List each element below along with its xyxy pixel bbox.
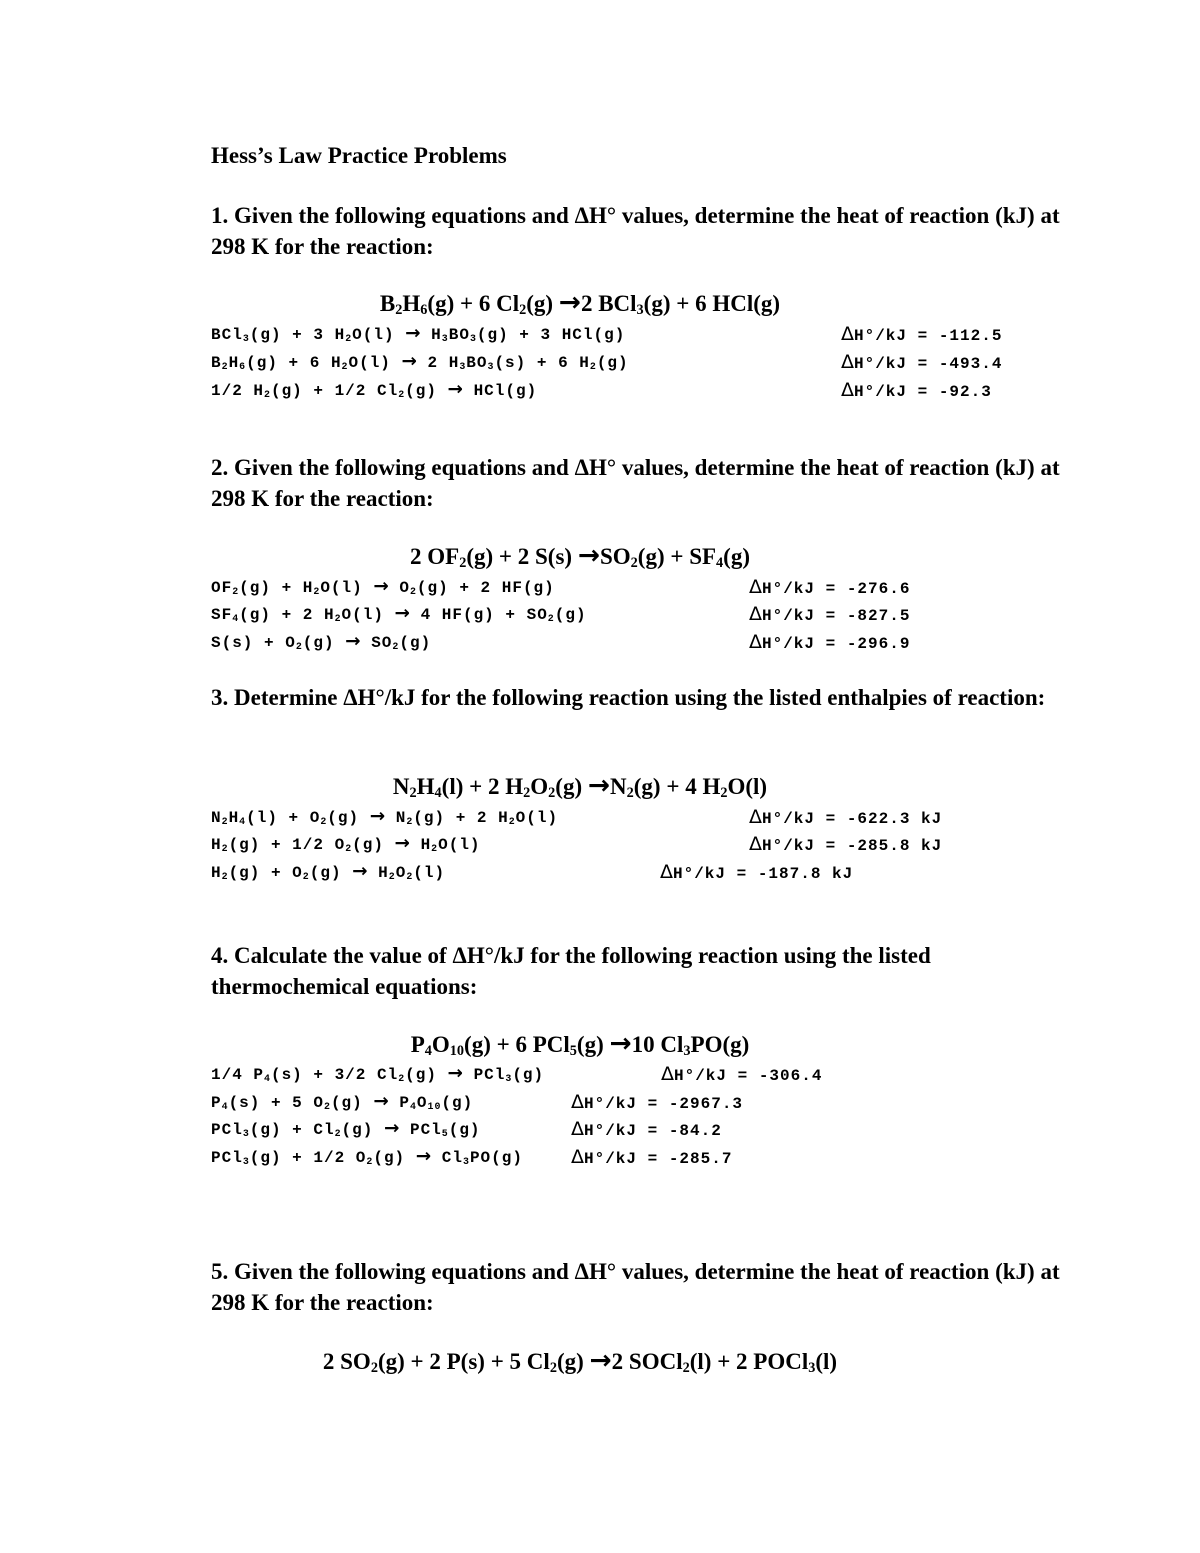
equation-text: BCl$_3$(g) + 3 $H_2O(l) \to H_3BO_3(g) + 3$ HCl(g) bbox=[211, 323, 626, 344]
enthalpy-value: ΔH°/kJ = -2967.3 bbox=[571, 1091, 744, 1113]
problem-3-equation-2 bbox=[211, 832, 943, 856]
problem-1-equation-3 bbox=[211, 378, 992, 402]
equation-text: $N_2H_4(l) + O_2(g) \to N_2(g) + 2$ $H_2O(l)$ bbox=[211, 806, 559, 827]
problem-1-equation-2 bbox=[211, 350, 1003, 374]
equation-text: $B_2H_6(g) + 6$ $H_2O(l) \to 2$ $H_3BO_3(s) + 6$ $H_2(g)$ bbox=[211, 351, 629, 372]
enthalpy-value: ΔH°/kJ = -276.6 bbox=[749, 576, 911, 598]
problem-3-equation-3 bbox=[211, 860, 854, 884]
enthalpy-value: ΔH°/kJ = -827.5 bbox=[749, 603, 911, 625]
problem-4-equation-2 bbox=[211, 1090, 744, 1114]
problem-4-target-reaction: $P_4O_{10}(g) + 6$ PCl$_5$(g) →10 $Cl_3PO(g)$ bbox=[410, 1028, 750, 1059]
problem-1-question: 1. Given the following equations and ΔH° values, determine the heat of reaction (kJ) at 298 K for the reaction: bbox=[211, 203, 1060, 259]
page-title: Hess’s Law Practice Problems bbox=[211, 143, 507, 168]
equation-text: $OF_2(g) + H_2O(l) \to O_2(g) + 2$ HF(g) bbox=[211, 576, 555, 597]
enthalpy-value: ΔH°/kJ = -285.8 kJ bbox=[749, 833, 943, 855]
problem-5-question: 5. Given the following equations and ΔH° values, determine the heat of reaction (kJ) at 298 K for the reaction: bbox=[211, 1259, 1060, 1315]
problem-3-target-reaction: $N_2H_4(l) + 2$ $H_2O_2(g) \to N_2(g) + 4$ $H_2O(l)$ bbox=[392, 770, 768, 801]
problem-3-question: 3. Determine ΔH°/kJ for the following reaction using the listed enthalpies of reaction: bbox=[211, 685, 1046, 710]
problem-1-equation-1 bbox=[211, 322, 1003, 346]
problem-2-equation-2 bbox=[211, 602, 911, 626]
equation-text: 1/4 $P_4(s) + 3/2$ $Cl_2(g) \to PCl_3(g)$ bbox=[211, 1063, 545, 1084]
equation-text: 1/2 $H_2(g) + 1/2$ $Cl_2(g) \to HCl(g)$ bbox=[211, 379, 538, 400]
enthalpy-value: ΔH°/kJ = -306.4 bbox=[661, 1063, 823, 1085]
problem-2-target-reaction: 2 $OF_2(g) + 2$ $S(s) \to SO_2(g) + SF_4(g)$ bbox=[409, 540, 750, 571]
problem-4-equation-1 bbox=[211, 1062, 823, 1086]
equation-text: $P_4(s) + 5$ $O_2(g) \to P_4O_{10}(g)$ bbox=[211, 1091, 474, 1112]
enthalpy-value: ΔH°/kJ = -92.3 bbox=[841, 379, 992, 401]
equation-text: $H_2(g) + O_2(g) \to H_2O_2(l)$ bbox=[211, 861, 446, 882]
problem-2-equation-3 bbox=[211, 630, 911, 654]
equation-text: $S(s) + O_2(g) \to SO_2(g)$ bbox=[211, 631, 432, 652]
equation-text: $PCl_3(g) + Cl_2(g) \to PCl_5(g)$ bbox=[211, 1118, 481, 1139]
enthalpy-value: ΔH°/kJ = -622.3 kJ bbox=[749, 806, 943, 828]
enthalpy-value: ΔH°/kJ = -285.7 bbox=[571, 1146, 733, 1168]
enthalpy-value: ΔH°/kJ = -493.4 bbox=[841, 351, 1003, 373]
problem-4-equation-3 bbox=[211, 1117, 722, 1141]
enthalpy-value: ΔH°/kJ = -112.5 bbox=[841, 323, 1003, 345]
problem-2-question: 2. Given the following equations and ΔH° values, determine the heat of reaction (kJ) at 298 K for the reaction: bbox=[211, 455, 1060, 511]
equation-text: $H_2(g) + 1/2$ $O_2(g) \to H_2O(l)$ bbox=[211, 833, 481, 854]
enthalpy-value: ΔH°/kJ = -84.2 bbox=[571, 1118, 722, 1140]
equation-text: PCl$_3$(g) + 1/2 $O_2(g) \to Cl_3PO(g)$ bbox=[211, 1146, 523, 1167]
enthalpy-value: ΔH°/kJ = -296.9 bbox=[749, 631, 911, 653]
problem-1-target-reaction: $B_2H_6(g) + 6$ $Cl_2(g) \to 2$ BCl$_3$(g) + 6 HCl(g) bbox=[379, 287, 781, 318]
problem-2-equation-1 bbox=[211, 575, 911, 599]
problem-4-equation-4 bbox=[211, 1145, 733, 1169]
problem-4-question: 4. Calculate the value of ΔH°/kJ for the following reaction using the listed thermochemical equations: bbox=[211, 943, 931, 999]
problem-5-target-reaction: 2 $SO_2(g) + 2$ P(s) + 5 $Cl_2(g) \to 2$ SOCl$_2$(l) + 2 POCl$_3$(l) bbox=[322, 1345, 838, 1376]
equation-text: $SF_4(g) + 2$ $H_2O(l) \to 4$ $HF(g) + SO_2(g)$ bbox=[211, 603, 587, 624]
problem-3-equation-1 bbox=[211, 805, 943, 829]
enthalpy-value: ΔH°/kJ = -187.8 kJ bbox=[660, 861, 854, 883]
